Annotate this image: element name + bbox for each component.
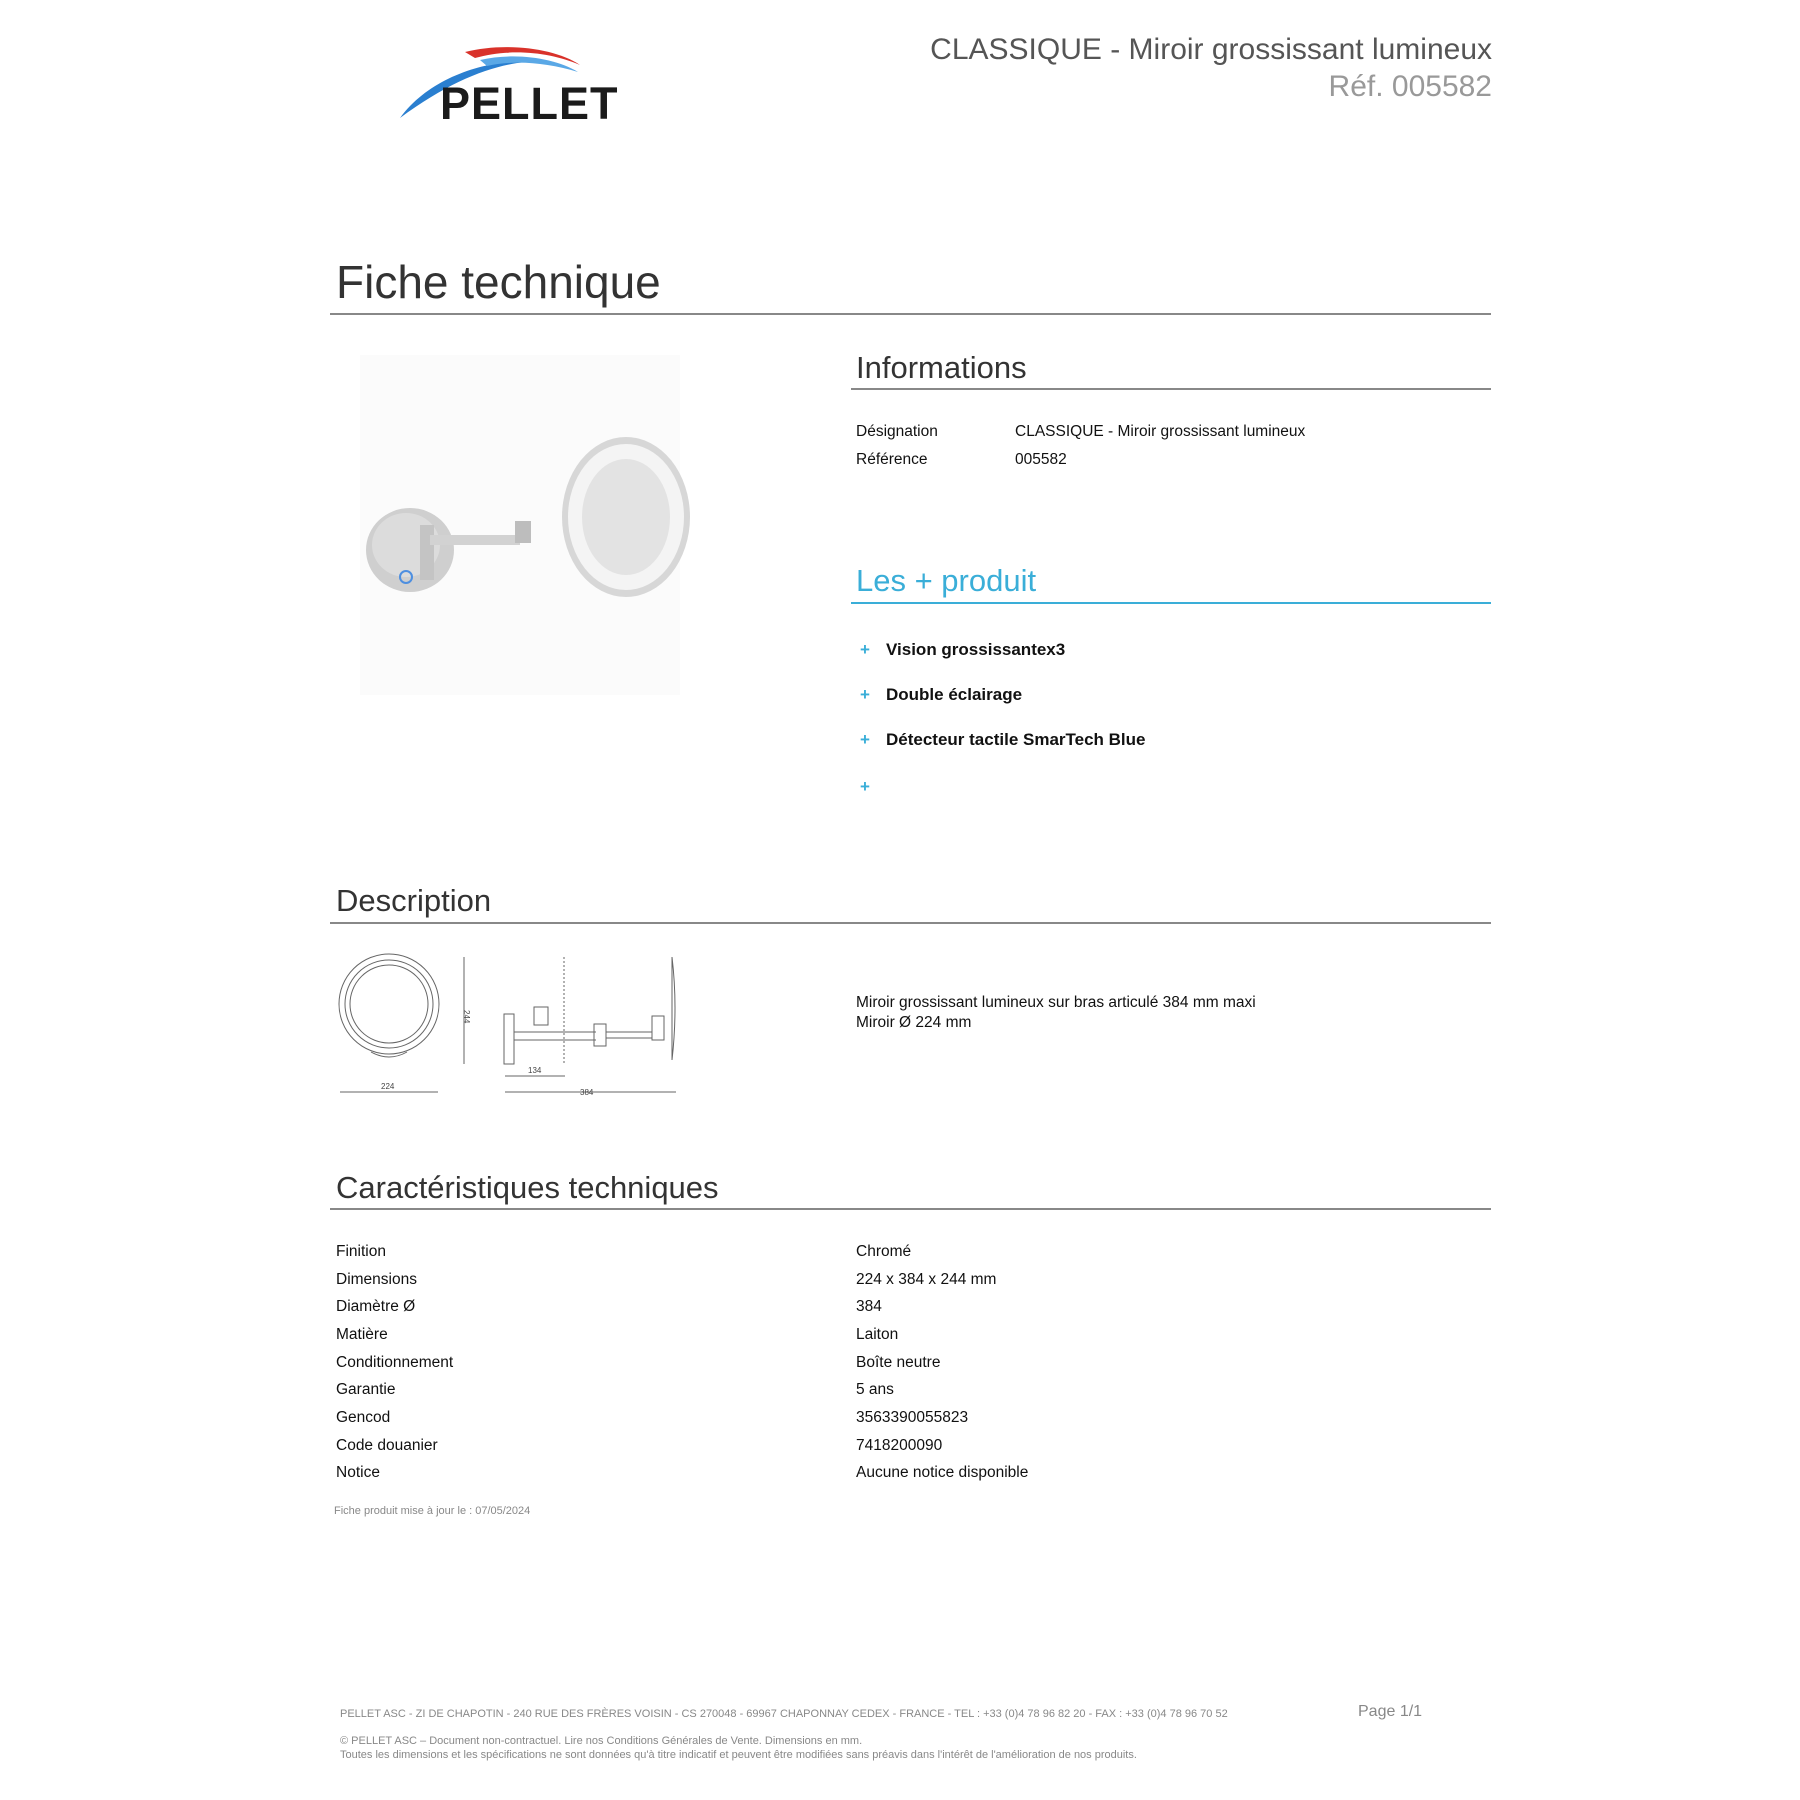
spec-value: Laiton	[856, 1326, 899, 1343]
spec-value: 3563390055823	[856, 1409, 969, 1426]
dim-height: 244	[462, 1010, 471, 1024]
spec-label: Gencod	[336, 1409, 391, 1426]
plus-item-label: Vision grossissantex3	[886, 640, 1066, 659]
description-line-1: Miroir grossissant lumineux sur bras articulé 384 mm maxi	[856, 994, 1256, 1011]
info-value-designation: CLASSIQUE - Miroir grossissant lumineux	[1015, 423, 1306, 440]
plus-item	[860, 685, 1022, 705]
spec-value: 5 ans	[856, 1381, 894, 1398]
info-label-reference: Référence	[856, 451, 928, 468]
footer-address: PELLET ASC - ZI DE CHAPOTIN - 240 RUE DES FRÈRES VOISIN - CS 270048 - 69967 CHAPONNAY CEDEX - FRANCE - TEL : +33 (0)4 78 96 82 20 - FAX : +33 (0)4 78 96 70 52	[340, 1708, 1228, 1720]
spec-label: Matière	[336, 1326, 388, 1343]
description-heading: Description	[336, 883, 492, 918]
spec-label: Dimensions	[336, 1271, 417, 1288]
informations-heading: Informations	[856, 350, 1027, 385]
spec-value: Aucune notice disponible	[856, 1464, 1029, 1481]
plus-item-label: Détecteur tactile SmarTech Blue	[886, 730, 1146, 749]
spec-label: Notice	[336, 1464, 380, 1481]
plus-item	[860, 777, 886, 797]
spec-label: Code douanier	[336, 1437, 438, 1454]
plus-item	[860, 640, 1065, 660]
specs-heading: Caractéristiques techniques	[336, 1170, 719, 1205]
spec-label: Diamètre Ø	[336, 1298, 416, 1315]
dim-reach: 384	[580, 1088, 594, 1097]
info-value-reference: 005582	[1015, 451, 1067, 468]
title-divider	[330, 313, 1491, 315]
footer-disclaimer: Toutes les dimensions et les spécifications ne sont données qu'à titre indicatif et peuvent être modifiées sans préavis dans l'intérêt de l'amélioration de nos produits.	[340, 1749, 1137, 1761]
product-photo	[340, 345, 720, 705]
brand-name: PELLET	[440, 78, 619, 129]
plus-item	[860, 730, 1146, 750]
update-note: Fiche produit mise à jour le : 07/05/2024	[334, 1505, 531, 1517]
plus-item-label: Double éclairage	[886, 685, 1023, 704]
technical-drawing	[336, 952, 686, 1102]
spec-value: 224 x 384 x 244 mm	[856, 1271, 997, 1288]
plus-produit-heading: Les + produit	[856, 563, 1037, 598]
plus-icon: +	[860, 777, 870, 796]
spec-value: Boîte neutre	[856, 1354, 941, 1371]
plus-icon: +	[860, 685, 870, 704]
specs-divider	[330, 1208, 1491, 1210]
footer-copyright: © PELLET ASC – Document non-contractuel. Lire nos Conditions Générales de Vente. Dimensions en mm.	[340, 1735, 863, 1747]
header-reference: Réf. 005582	[1328, 70, 1492, 103]
plus-icon: +	[860, 730, 870, 749]
spec-label: Garantie	[336, 1381, 396, 1398]
description-divider	[330, 922, 1491, 924]
spec-label: Conditionnement	[336, 1354, 454, 1371]
page-number: Page 1/1	[1358, 1703, 1423, 1720]
dim-base: 134	[528, 1066, 542, 1075]
info-label-designation: Désignation	[856, 423, 938, 440]
informations-divider	[851, 388, 1491, 390]
header-title: CLASSIQUE - Miroir grossissant lumineux	[930, 33, 1492, 66]
spec-value: Chromé	[856, 1243, 912, 1260]
plus-icon: +	[860, 640, 870, 659]
page-title: Fiche technique	[336, 256, 661, 308]
description-line-2: Miroir Ø 224 mm	[856, 1014, 972, 1031]
spec-value: 384	[856, 1298, 882, 1315]
plus-produit-divider	[851, 602, 1491, 604]
spec-label: Finition	[336, 1243, 386, 1260]
dim-width: 224	[381, 1082, 395, 1091]
spec-value: 7418200090	[856, 1437, 943, 1454]
